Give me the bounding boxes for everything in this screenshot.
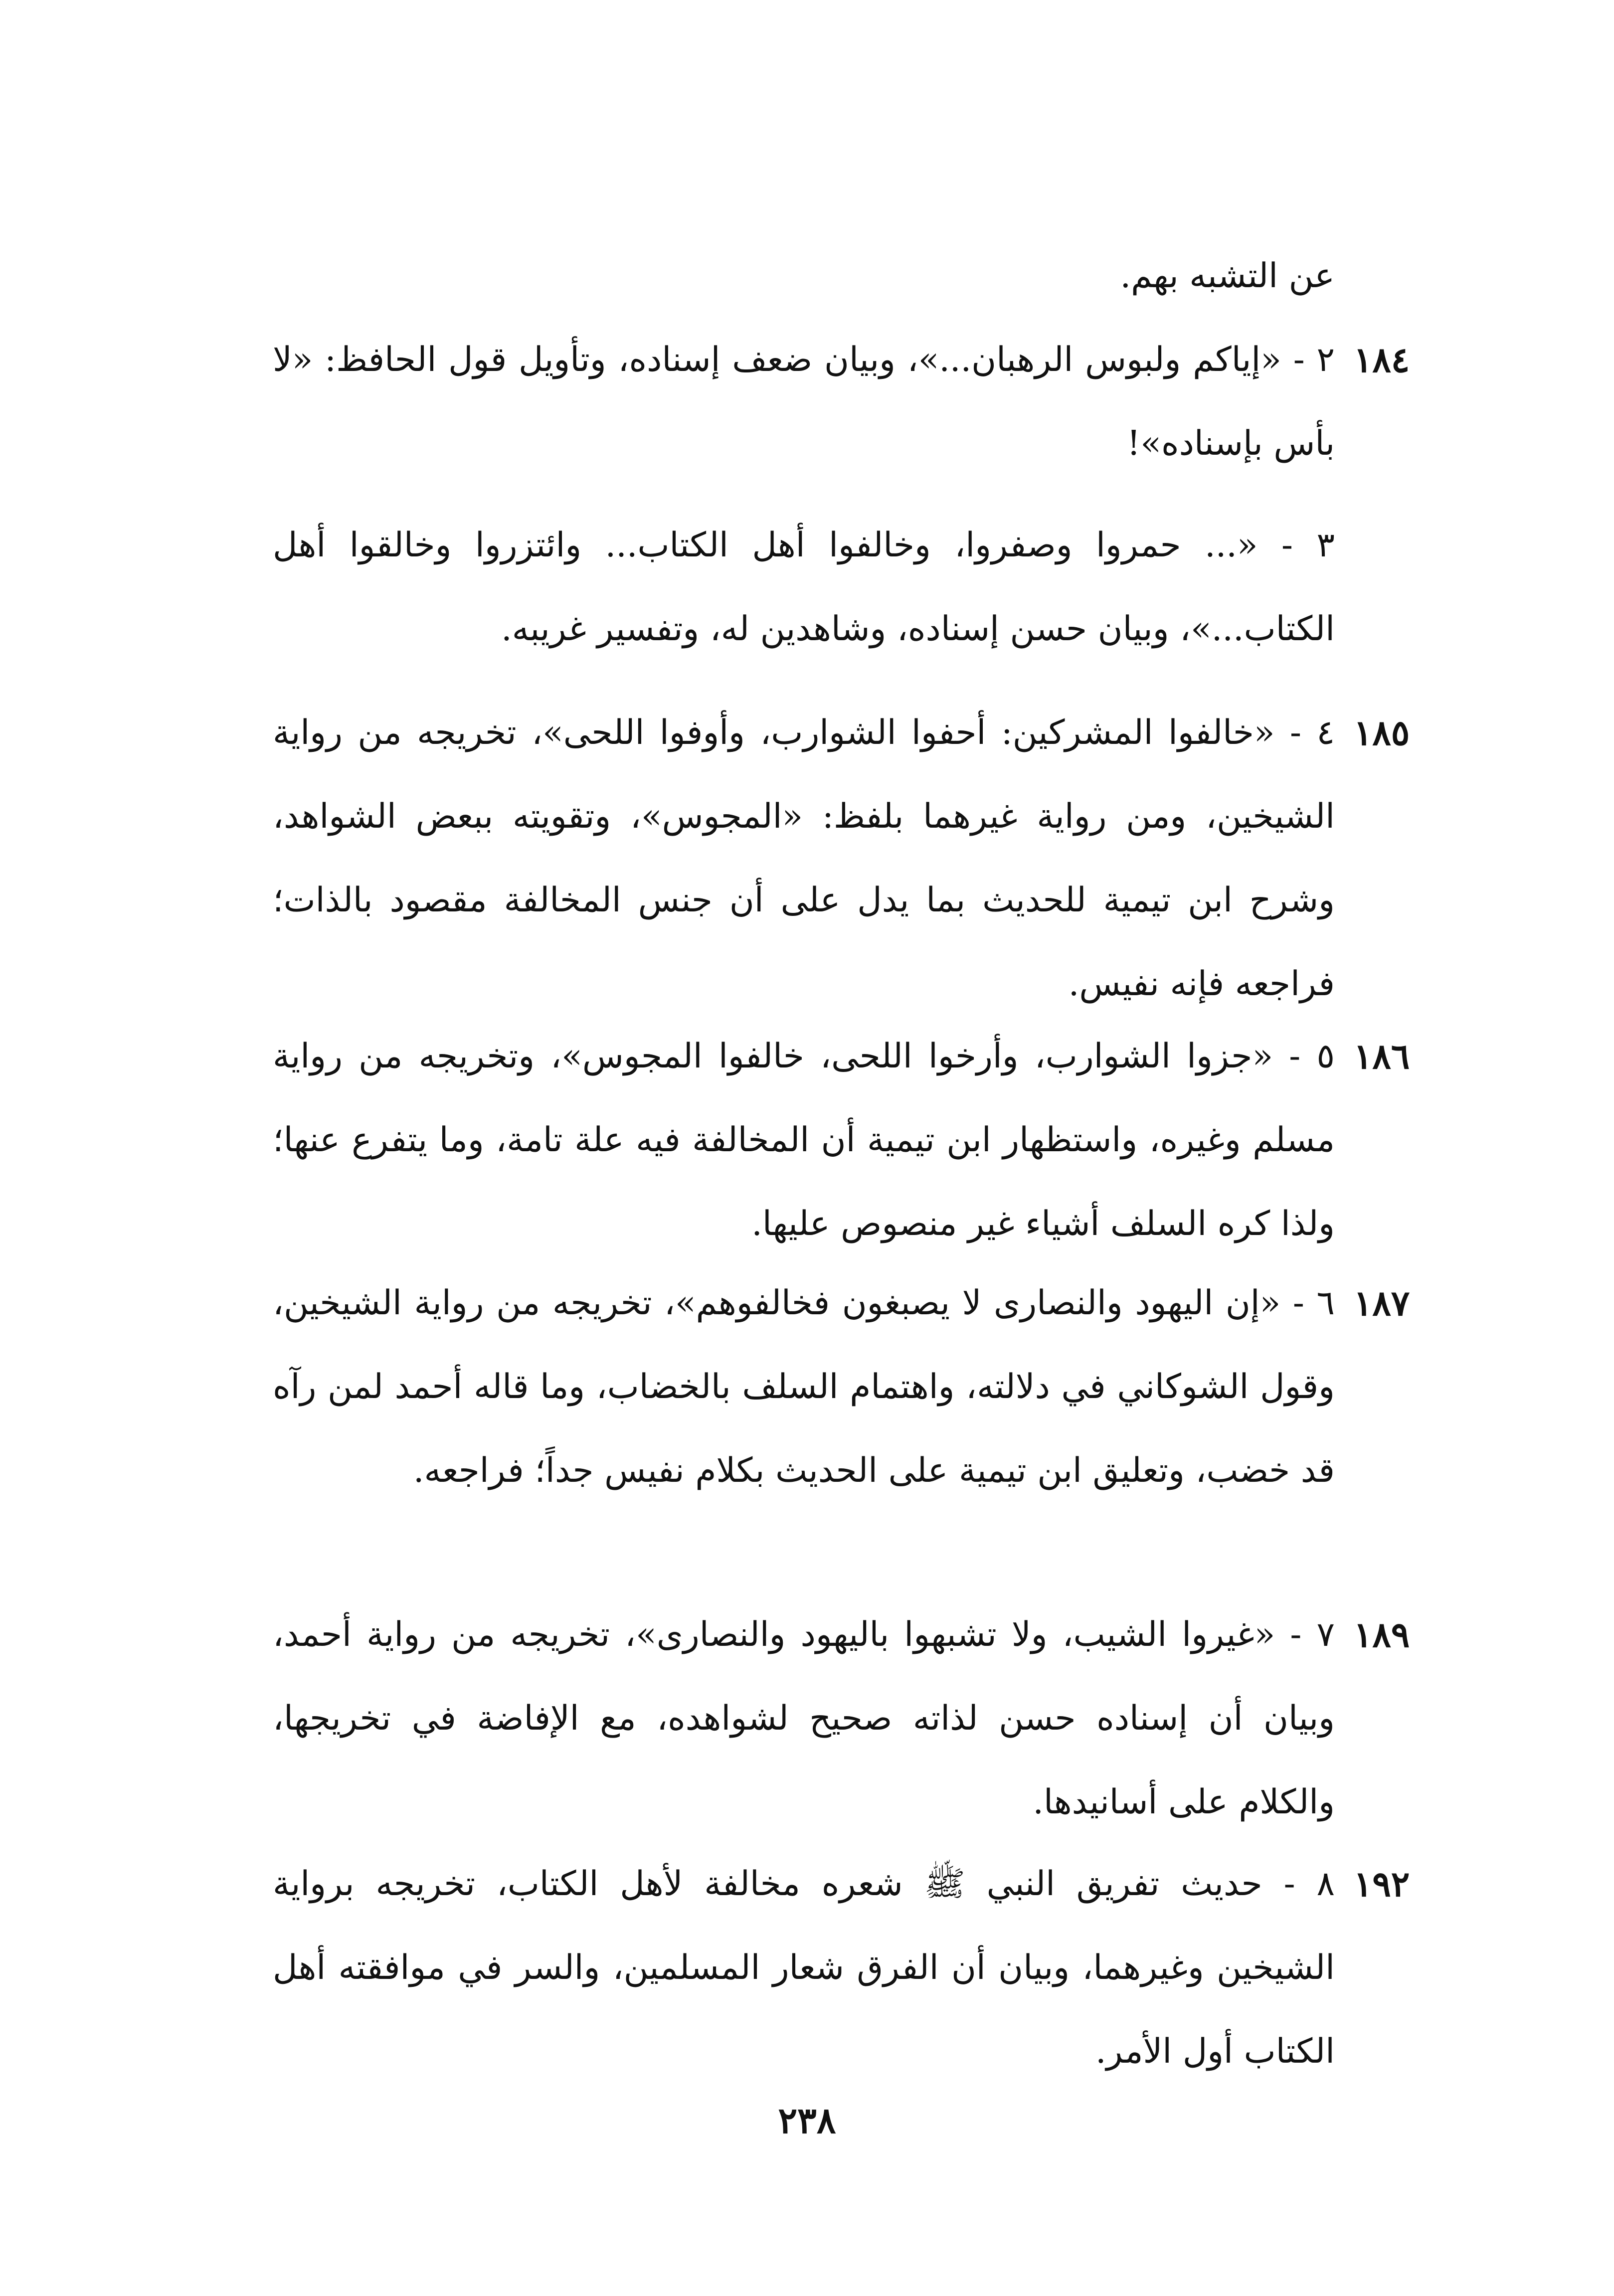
- page-number: ٢٣٨: [778, 2099, 836, 2141]
- entry-text: ٥ - «جزوا الشوارب، وأرخوا اللحى، خالفوا المجوس»، وتخريجه من رواية مسلم وغيره، واستظهار ابن تيمية أن المخالفة فيه علة تامة، وما يتفرع عنها؛ ولذا كره السلف أشياء غير منصوص عليها.: [273, 1037, 1335, 1243]
- entry-text: ٦ - «إن اليهود والنصارى لا يصبغون فخالفوهم»، تخريجه من رواية الشيخين، وقول الشوكاني في دلالته، واهتمام السلف بالخضاب، وما قاله أحمد لمن رآه قد خضب، وتعليق ابن تيمية على الحديث بكلام نفيس جداً؛ فراجعه.: [273, 1283, 1335, 1490]
- entry-page-ref: ١٨٧: [1353, 1282, 1410, 1324]
- entry-page-ref: ١٨٦: [1353, 1036, 1410, 1077]
- entry-page-ref: ١٨٩: [1353, 1614, 1410, 1655]
- continuation-line: عن التشبه بهم.: [1120, 256, 1335, 296]
- entry-text: ٣ - «... حمروا وصفروا، وخالفوا أهل الكتاب... وائتزروا وخالقوا أهل الكتاب...»، وبيان حسن إسناده، وشاهدين له، وتفسير غريبه.: [273, 526, 1335, 649]
- entry-text: ٧ - «غيروا الشيب، ولا تشبهوا باليهود والنصارى»، تخريجه من رواية أحمد، وبيان أن إسناده حسن لذاته صحيح لشواهده، مع الإفاضة في تخريجها، والكلام على أسانيدها.: [273, 1615, 1335, 1822]
- entry-page-ref: ١٨٥: [1353, 712, 1410, 753]
- entry-text: ٤ - «خالفوا المشركين: أحفوا الشوارب، وأوفوا اللحى»، تخريجه من رواية الشيخين، ومن رواية غيرهما بلفظ: «المجوس»، وتقويته ببعض الشواهد، وشرح ابن تيمية للحديث بما يدل على أن جنس المخالفة مقصود بالذات؛ فراجعه فإنه نفيس.: [273, 713, 1335, 1004]
- entry-page-ref: ١٩٢: [1353, 1863, 1410, 1905]
- entry-page-ref: ١٨٤: [1353, 339, 1410, 380]
- entry-text: ٨ - حديث تفريق النبي ﷺ شعره مخالفة لأهل الكتاب، تخريجه برواية الشيخين وغيرهما، وبيان أن الفرق شعار المسلمين، والسر في موافقته أهل الكتاب أول الأمر.: [273, 1864, 1335, 2071]
- entry-text: ٢ - «إياكم ولبوس الرهبان...»، وبيان ضعف إسناده، وتأويل قول الحافظ: «لا بأس بإسناده»!: [273, 340, 1335, 463]
